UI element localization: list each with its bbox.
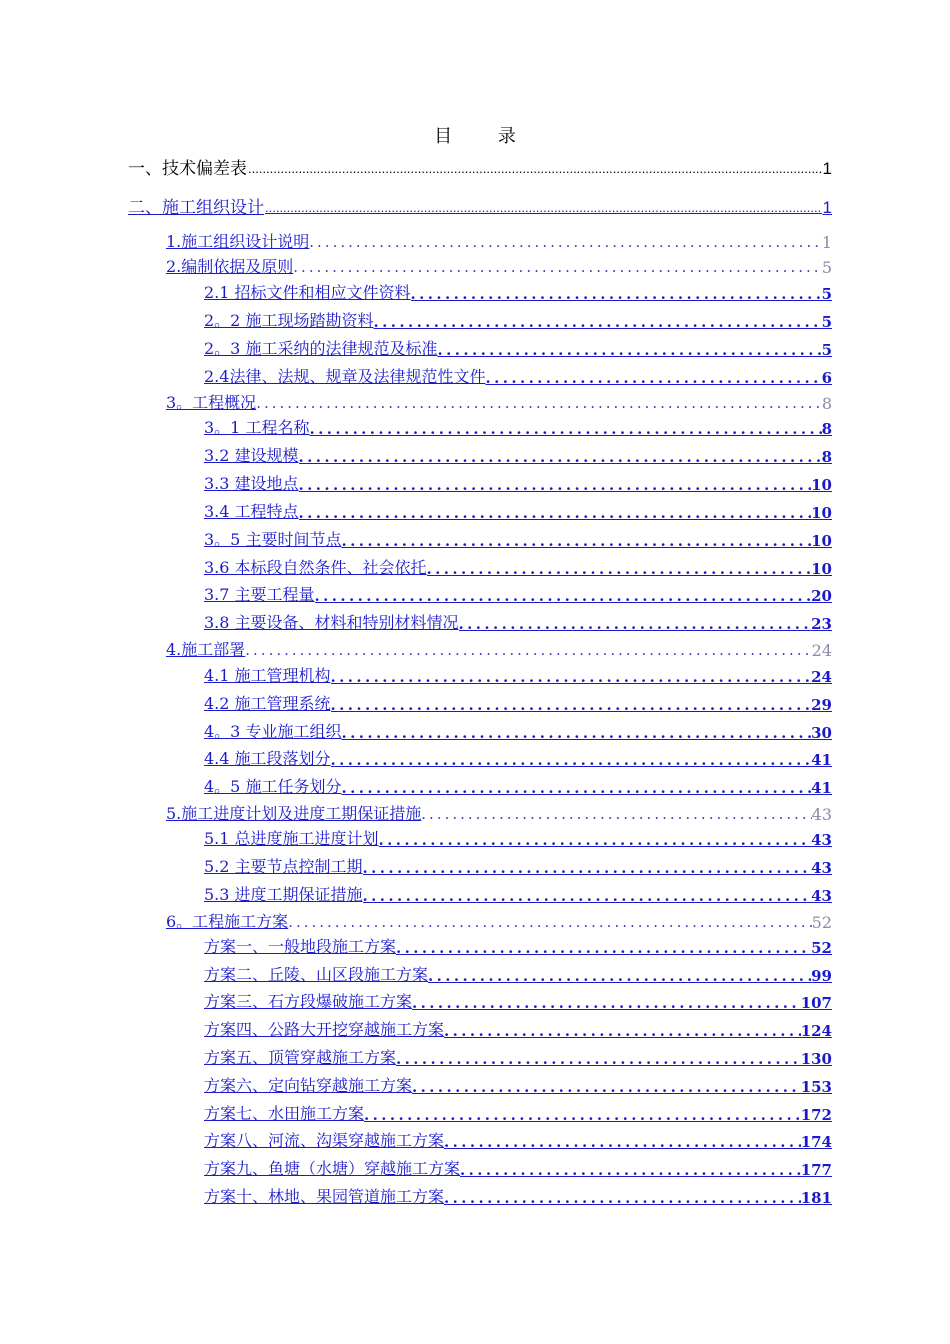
- toc-entry-page: 5: [821, 313, 832, 331]
- dot-leader: [256, 394, 822, 412]
- dot-leader: [265, 200, 822, 215]
- toc-entry-page: 6: [821, 369, 832, 387]
- toc-entry[interactable]: [204, 307, 832, 331]
- toc-entry-page: 43: [811, 887, 832, 905]
- toc-entry[interactable]: [204, 662, 832, 686]
- toc-entry[interactable]: [204, 414, 832, 438]
- toc-entry-page: 43: [811, 805, 832, 824]
- toc-entry-page: 43: [811, 859, 832, 877]
- dot-leader: [411, 285, 822, 303]
- dot-leader: [396, 1050, 801, 1068]
- toc-entry-label: 3.2 建设规模: [204, 446, 299, 465]
- toc-entry-page: 99: [811, 967, 832, 985]
- toc-entry[interactable]: [204, 554, 832, 578]
- toc-entry[interactable]: [166, 389, 832, 413]
- toc-entry[interactable]: [204, 825, 832, 849]
- toc-entry-page: 5: [821, 285, 832, 303]
- toc-entry[interactable]: [204, 745, 832, 769]
- toc-entry-construction-design[interactable]: [128, 194, 832, 218]
- toc-entry-page: 8: [821, 394, 832, 413]
- dot-leader: [341, 779, 811, 797]
- toc-entry-label: 3.8 主要设备、材料和特别材料情况: [204, 613, 459, 632]
- dot-leader: [444, 1189, 801, 1207]
- toc-entry[interactable]: [204, 1183, 832, 1207]
- dot-leader: [293, 258, 822, 276]
- toc-entry-label: 方案八、河流、沟渠穿越施工方案: [204, 1131, 445, 1150]
- toc-entry-page: 8: [821, 448, 832, 466]
- toc-entry[interactable]: [204, 881, 832, 905]
- toc-entry[interactable]: [204, 609, 832, 633]
- toc-entry-label: 3.7 主要工程量: [204, 585, 315, 604]
- dot-leader: [299, 504, 812, 522]
- dot-leader: [437, 341, 821, 359]
- toc-entry-label: 方案四、公路大开挖穿越施工方案: [204, 1020, 445, 1039]
- toc-entry-page: 124: [800, 1022, 832, 1040]
- toc-entry[interactable]: [204, 363, 832, 387]
- toc-entry-label: 3。工程概况: [166, 393, 257, 412]
- toc-entry-label: 2.1 招标文件和相应文件资料: [204, 283, 411, 302]
- toc-entry[interactable]: [204, 773, 832, 797]
- dot-leader: [309, 233, 822, 251]
- toc-entry-page: 172: [800, 1106, 832, 1124]
- dot-leader: [396, 939, 811, 957]
- dot-leader: [341, 724, 811, 742]
- toc-entry-label: 4.4 施工段落划分: [204, 749, 331, 768]
- toc-entry-page: 29: [811, 696, 832, 714]
- toc-entry[interactable]: [204, 1155, 832, 1179]
- dot-leader: [421, 805, 811, 823]
- toc-entry-page: 1: [822, 159, 832, 178]
- toc-entry-label: 5.1 总进度施工进度计划: [204, 829, 379, 848]
- toc-entry[interactable]: [204, 470, 832, 494]
- dot-leader: [460, 1161, 801, 1179]
- toc-entry-page: 41: [811, 751, 832, 769]
- toc-entry-page: 5: [821, 258, 832, 277]
- toc-entry-label: 4。5 施工任务划分: [204, 777, 342, 796]
- dot-leader: [427, 560, 812, 578]
- toc-entry[interactable]: [166, 636, 832, 660]
- toc-entry[interactable]: [204, 718, 832, 742]
- toc-entry-page: 8: [821, 420, 832, 438]
- toc-entry-label: 1.施工组织设计说明: [166, 232, 310, 251]
- toc-entry-page: 52: [811, 939, 832, 957]
- dot-leader: [299, 448, 822, 466]
- dot-leader: [299, 476, 812, 494]
- toc-entry-label: 方案九、鱼塘（水塘）穿越施工方案: [204, 1159, 461, 1178]
- dot-leader: [444, 1022, 801, 1040]
- dot-leader: [363, 859, 812, 877]
- toc-entry-label: 3。1 工程名称: [204, 418, 310, 437]
- toc-entry[interactable]: [204, 853, 832, 877]
- toc-entry[interactable]: [204, 988, 832, 1012]
- toc-entry[interactable]: [204, 279, 832, 303]
- toc-entry-page: 177: [800, 1161, 832, 1179]
- dot-leader: [485, 369, 821, 387]
- toc-entry-page: 10: [811, 560, 832, 578]
- toc-entry[interactable]: [204, 526, 832, 550]
- toc-entry-page: 153: [800, 1078, 832, 1096]
- toc-entry[interactable]: [166, 253, 832, 277]
- toc-title: 目 录: [434, 126, 536, 147]
- dot-leader: [379, 831, 812, 849]
- dot-leader: [364, 1106, 801, 1124]
- toc-entry[interactable]: [204, 581, 832, 605]
- toc-entry-label: 6。工程施工方案: [166, 912, 289, 931]
- toc-entry-page: 5: [821, 341, 832, 359]
- dot-leader: [373, 313, 821, 331]
- toc-entry-label: 方案一、一般地段施工方案: [204, 937, 397, 956]
- toc-entry-page: 1: [821, 233, 832, 252]
- dot-leader: [459, 615, 812, 633]
- toc-entry[interactable]: [166, 228, 832, 252]
- toc-entry[interactable]: [204, 1044, 832, 1068]
- toc-entry-label: 二、施工组织设计: [128, 198, 264, 217]
- toc-entry-label: 3.4 工程特点: [204, 502, 299, 521]
- toc-entry-label: 方案二、丘陵、山区段施工方案: [204, 965, 429, 984]
- toc-entry[interactable]: [204, 1127, 832, 1151]
- toc-entry[interactable]: [204, 933, 832, 957]
- dot-leader: [309, 420, 821, 438]
- toc-entry-label: 5.施工进度计划及进度工期保证措施: [166, 804, 422, 823]
- toc-entry-label: 一、技术偏差表: [128, 159, 247, 178]
- dot-leader: [331, 751, 812, 769]
- dot-leader: [288, 913, 811, 931]
- dot-leader: [412, 1078, 801, 1096]
- dot-leader: [245, 641, 811, 659]
- toc-entry-label: 5.2 主要节点控制工期: [204, 857, 363, 876]
- dot-leader: [315, 587, 812, 605]
- toc-entry-technical-deviation[interactable]: [128, 155, 832, 179]
- toc-entry[interactable]: [204, 690, 832, 714]
- toc-entry[interactable]: [204, 498, 832, 522]
- toc-entry-label: 方案六、定向钻穿越施工方案: [204, 1076, 413, 1095]
- toc-entry-label: 2。2 施工现场踏勘资料: [204, 311, 374, 330]
- toc-entry-label: 4.施工部署: [166, 640, 246, 659]
- toc-entry-page: 52: [811, 913, 832, 932]
- toc-entry-label: 方案三、石方段爆破施工方案: [204, 992, 413, 1011]
- toc-entry[interactable]: [166, 800, 832, 824]
- toc-entry[interactable]: [204, 961, 832, 985]
- toc-entry-label: 3.6 本标段自然条件、社会依托: [204, 558, 427, 577]
- dot-leader: [331, 696, 812, 714]
- dot-leader: [331, 668, 812, 686]
- toc-entry-label: 4.1 施工管理机构: [204, 666, 331, 685]
- toc-entry-label: 4.2 施工管理系统: [204, 694, 331, 713]
- dot-leader: [248, 161, 822, 176]
- dot-leader: [412, 994, 801, 1012]
- toc-entry[interactable]: [204, 1100, 832, 1124]
- toc-entry-page: 130: [800, 1050, 832, 1068]
- toc-entry-label: 4。3 专业施工组织: [204, 722, 342, 741]
- dot-leader: [428, 967, 811, 985]
- toc-entry-label: 2.4法律、法规、规章及法律规范性文件: [204, 367, 486, 386]
- toc-entry-page: 20: [811, 587, 832, 605]
- toc-entry[interactable]: [204, 1016, 832, 1040]
- toc-entry-label: 方案五、顶管穿越施工方案: [204, 1048, 397, 1067]
- toc-entry-page: 107: [800, 994, 832, 1012]
- toc-entry-page: 30: [811, 724, 832, 742]
- dot-leader: [363, 887, 812, 905]
- toc-entry-page: 43: [811, 831, 832, 849]
- toc-entry-label: 3.3 建设地点: [204, 474, 299, 493]
- dot-leader: [341, 532, 811, 550]
- toc-entry[interactable]: [166, 908, 832, 932]
- toc-entry-label: 方案十、林地、果园管道施工方案: [204, 1187, 445, 1206]
- toc-entry-page: 1: [822, 198, 832, 217]
- toc-entry-label: 方案七、水田施工方案: [204, 1104, 365, 1123]
- toc-entry-page: 24: [811, 668, 832, 686]
- toc-entry-page: 174: [800, 1133, 832, 1151]
- toc-entry-label: 2。3 施工采纳的法律规范及标准: [204, 339, 438, 358]
- toc-entry-label: 2.编制依据及原则: [166, 257, 294, 276]
- toc-entry-page: 10: [811, 476, 832, 494]
- toc-entry-page: 10: [811, 532, 832, 550]
- toc-entry-page: 10: [811, 504, 832, 522]
- toc-entry-label: 5.3 进度工期保证措施: [204, 885, 363, 904]
- toc-entry-label: 3。5 主要时间节点: [204, 530, 342, 549]
- toc-entry-page: 41: [811, 779, 832, 797]
- toc-entry-page: 24: [811, 641, 832, 660]
- toc-entry[interactable]: [204, 335, 832, 359]
- toc-entry[interactable]: [204, 442, 832, 466]
- dot-leader: [444, 1133, 801, 1151]
- toc-entry[interactable]: [204, 1072, 832, 1096]
- toc-entry-page: 23: [811, 615, 832, 633]
- toc-entry-page: 181: [800, 1189, 832, 1207]
